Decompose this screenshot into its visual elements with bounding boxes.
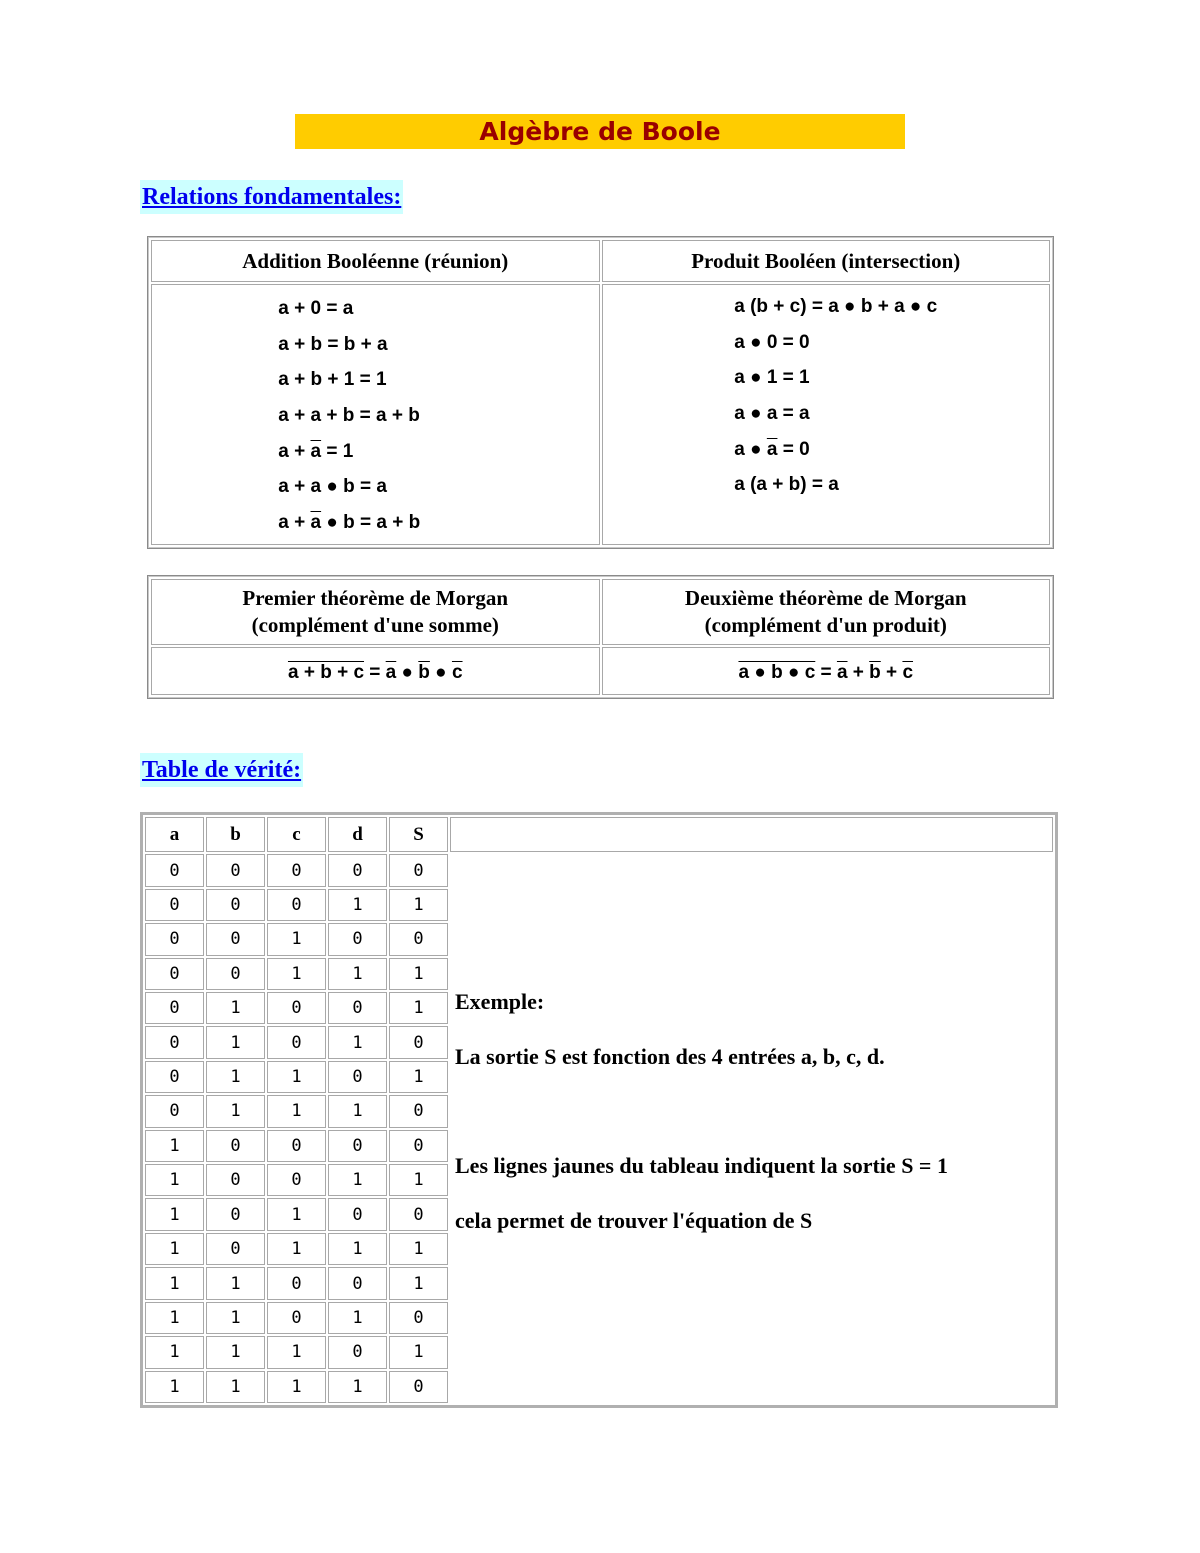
truth-table-cell: 0 — [206, 889, 265, 921]
truth-table-cell: 1 — [206, 1302, 265, 1334]
truth-table-cell: 1 — [267, 1198, 326, 1230]
addition-formula-term: a + 0 = a — [278, 298, 354, 319]
truth-table-cell: 0 — [389, 854, 448, 886]
truth-table-cell: 1 — [328, 1026, 387, 1058]
example-line1: La sortie S est fonction des 4 entrées a, b, c, d. — [455, 1044, 885, 1069]
relations-table — [148, 237, 1053, 548]
truth-table-cell: 1 — [328, 1371, 387, 1403]
produit-header: Produit Booléen (intersection) — [602, 240, 1051, 282]
produit-formulas-cell — [602, 284, 1051, 545]
morgan1-header — [151, 579, 600, 645]
morgan1-formula-negated-term: $\overline{b}$ — [418, 661, 430, 683]
truth-table-row — [145, 1302, 1053, 1334]
truth-table-cell: 1 — [328, 1302, 387, 1334]
truth-table-cell: 0 — [389, 923, 448, 955]
addition-formula — [278, 505, 420, 541]
produit-formula — [734, 325, 937, 361]
produit-formula-list — [734, 285, 937, 503]
produit-formula-negated-term: $\overline{a}$ — [766, 438, 778, 460]
truth-table-cell: 0 — [328, 1198, 387, 1230]
addition-formula — [278, 469, 420, 505]
produit-formula — [734, 396, 937, 432]
addition-formula — [278, 362, 420, 398]
truth-table-cell: 0 — [328, 1130, 387, 1162]
morgan1-formula-negated-term: $\overline{c}$ — [451, 661, 463, 683]
addition-formula-term: a + b + 1 = 1 — [278, 369, 387, 391]
truth-table-cell: 0 — [328, 992, 387, 1024]
addition-formula-term: a + a + b = a + b — [278, 405, 420, 427]
produit-formula-term: a ● — [734, 438, 767, 460]
truth-table-cell: 1 — [328, 1164, 387, 1196]
truth-table-cell: 0 — [389, 1371, 448, 1403]
truth-table-example-cell — [450, 817, 1053, 852]
truth-table-cell: 0 — [145, 1026, 204, 1058]
truth-table-cell: 1 — [206, 1061, 265, 1093]
produit-formula — [734, 360, 937, 396]
addition-formula-term: = 1 — [321, 440, 354, 462]
example-label: Exemple: — [455, 989, 545, 1014]
addition-header: Addition Booléenne (réunion) — [151, 240, 600, 282]
truth-table-row — [145, 1267, 1053, 1299]
truth-table-cell: 0 — [145, 854, 204, 886]
truth-table-cell: 1 — [206, 1026, 265, 1058]
truth-table-cell: 0 — [389, 1198, 448, 1230]
truth-table-cell: 1 — [389, 1164, 448, 1196]
truth-table-cell: 0 — [206, 958, 265, 990]
truth-table-cell: 0 — [267, 1130, 326, 1162]
example-text — [455, 988, 948, 1235]
truth-table-header-a: a — [145, 817, 204, 852]
morgan2-formula-term: + — [880, 661, 903, 683]
truth-table-cell: 0 — [267, 992, 326, 1024]
truth-table-header-s: S — [389, 817, 448, 852]
truth-table-cell: 0 — [267, 1026, 326, 1058]
produit-formula-term: a ● 0 = 0 — [734, 331, 810, 353]
truth-table-cell: 0 — [267, 1267, 326, 1299]
truth-table-cell: 1 — [267, 958, 326, 990]
truth-table-row — [145, 889, 1053, 921]
addition-formula — [278, 291, 420, 327]
truth-table-cell: 1 — [389, 992, 448, 1024]
morgan2-formula-term: = — [815, 661, 837, 683]
produit-formula — [734, 289, 937, 325]
truth-table-header-b: b — [206, 817, 265, 852]
truth-table-cell: 0 — [145, 1061, 204, 1093]
truth-table-cell: 1 — [206, 1336, 265, 1368]
truth-table-cell: 1 — [206, 1371, 265, 1403]
truth-table-cell: 0 — [328, 1336, 387, 1368]
truth-table-cell: 0 — [145, 958, 204, 990]
addition-formula-negated-term: $\overline{a}$ — [310, 440, 322, 462]
truth-table-cell: 1 — [145, 1164, 204, 1196]
section-heading-relations[interactable]: Relations fondamentales: — [140, 180, 403, 214]
morgan2-formula-cell — [602, 647, 1051, 695]
truth-table-cell: 0 — [206, 923, 265, 955]
morgan1-formula — [288, 662, 463, 683]
truth-table-cell: 0 — [206, 854, 265, 886]
truth-table-cell: 0 — [145, 992, 204, 1024]
addition-formula-term: a + — [278, 440, 311, 462]
morgan2-header-line1: Deuxième théorème de Morgan — [684, 586, 967, 610]
truth-table-cell: 0 — [145, 923, 204, 955]
truth-table-row — [145, 958, 1053, 990]
truth-table-row — [145, 1233, 1053, 1265]
truth-table-cell: 0 — [389, 1026, 448, 1058]
addition-formulas-cell — [151, 284, 600, 545]
truth-table-cell: 0 — [145, 1095, 204, 1127]
truth-table-cell: 0 — [206, 1233, 265, 1265]
truth-table-cell: 1 — [145, 1302, 204, 1334]
truth-table-cell: 1 — [328, 1233, 387, 1265]
truth-table-header-row — [145, 817, 1053, 852]
example-line3: cela permet de trouver l'équation de S — [455, 1208, 813, 1233]
truth-table-cell: 0 — [267, 1164, 326, 1196]
truth-table-cell: 0 — [267, 854, 326, 886]
truth-table-cell: 1 — [145, 1233, 204, 1265]
truth-table-cell: 1 — [145, 1371, 204, 1403]
truth-table-cell: 0 — [328, 1061, 387, 1093]
addition-formula-term: ● b = a + b — [321, 512, 421, 534]
morgan1-formula-negated-term: a + b + c — [287, 661, 365, 683]
morgan1-formula-term: = — [364, 661, 386, 683]
truth-table-cell: 0 — [267, 1302, 326, 1334]
section-heading-truth-table[interactable]: Table de vérité: — [140, 753, 303, 787]
produit-formula — [734, 432, 937, 468]
morgan1-formula-term: ● — [396, 661, 419, 683]
addition-formula — [278, 398, 420, 434]
truth-table-cell: 0 — [206, 1198, 265, 1230]
truth-table-cell: 1 — [328, 889, 387, 921]
addition-formula — [278, 434, 420, 470]
morgan-table — [148, 576, 1053, 698]
produit-formula-term: a ● a = a — [734, 403, 810, 425]
page-title: Algèbre de Boole — [479, 117, 721, 146]
morgan2-header-line2: (complément d'un produit) — [704, 613, 947, 637]
morgan2-formula-negated-term: $\overline{c}$ — [902, 661, 914, 683]
addition-formula-term: a + b = b + a — [278, 333, 388, 355]
truth-table-cell: 1 — [267, 1336, 326, 1368]
addition-formula — [278, 327, 420, 363]
produit-formula — [734, 467, 937, 503]
morgan2-header — [602, 579, 1051, 645]
truth-table-row — [145, 1371, 1053, 1403]
truth-table-cell: 1 — [328, 958, 387, 990]
truth-table-cell: 0 — [267, 889, 326, 921]
truth-table-cell: 0 — [206, 1130, 265, 1162]
truth-table-cell: 1 — [267, 923, 326, 955]
addition-formula-list — [278, 285, 420, 541]
truth-table-cell: 1 — [206, 1267, 265, 1299]
morgan1-header-line1: Premier théorème de Morgan — [242, 586, 509, 610]
addition-formula-term: a + a ● b = a — [278, 476, 387, 498]
example-line2: Les lignes jaunes du tableau indiquent la sortie S = 1 — [455, 1153, 948, 1178]
truth-table-cell: 1 — [267, 1371, 326, 1403]
morgan1-formula-negated-term: $\overline{a}$ — [385, 661, 397, 683]
truth-table-cell: 1 — [267, 1095, 326, 1127]
truth-table-cell: 0 — [328, 1267, 387, 1299]
truth-table-cell: 1 — [267, 1233, 326, 1265]
addition-formula-negated-term: $\overline{a}$ — [310, 512, 322, 534]
truth-table-cell: 1 — [267, 1061, 326, 1093]
truth-table-cell: 1 — [389, 1061, 448, 1093]
morgan1-formula-cell — [151, 647, 600, 695]
morgan2-formula-negated-term: $\overline{a}$ — [836, 661, 848, 683]
morgan1-formula-term: ● — [429, 661, 452, 683]
truth-table-cell: 0 — [389, 1095, 448, 1127]
truth-table-cell: 0 — [389, 1130, 448, 1162]
truth-table-cell: 1 — [389, 958, 448, 990]
truth-table-cell: 0 — [328, 854, 387, 886]
morgan1-header-line2: (complément d'une somme) — [251, 613, 499, 637]
truth-table-cell: 1 — [145, 1130, 204, 1162]
truth-table-header-d: d — [328, 817, 387, 852]
page-title-banner — [295, 114, 905, 149]
morgan2-formula — [738, 662, 913, 683]
truth-table-cell: 1 — [145, 1267, 204, 1299]
truth-table-cell: 1 — [145, 1198, 204, 1230]
truth-table-header-c: c — [267, 817, 326, 852]
truth-table-cell: 1 — [389, 1233, 448, 1265]
produit-formula-term: a (a + b) = a — [734, 474, 839, 496]
truth-table-row — [145, 854, 1053, 886]
addition-formula-term: a + — [278, 512, 311, 534]
truth-table-row — [145, 923, 1053, 955]
truth-table-cell: 1 — [328, 1095, 387, 1127]
truth-table-cell: 0 — [206, 1164, 265, 1196]
produit-formula-term: a (b + c) = a ● b + a ● c — [734, 296, 938, 317]
truth-table-cell: 0 — [328, 923, 387, 955]
truth-table-row — [145, 1336, 1053, 1368]
truth-table-cell: 1 — [206, 1095, 265, 1127]
truth-table-cell: 0 — [389, 1302, 448, 1334]
morgan2-formula-negated-term: $\overline{b}$ — [869, 661, 881, 683]
truth-table-cell: 1 — [145, 1336, 204, 1368]
morgan2-formula-term: + — [847, 661, 870, 683]
produit-formula-term: a ● 1 = 1 — [734, 367, 810, 389]
truth-table-cell: 0 — [145, 889, 204, 921]
truth-table-cell: 1 — [389, 889, 448, 921]
truth-table-cell: 1 — [206, 992, 265, 1024]
produit-formula-term: = 0 — [777, 438, 810, 460]
truth-table-cell: 1 — [389, 1336, 448, 1368]
truth-table-cell: 1 — [389, 1267, 448, 1299]
morgan2-formula-negated-term: a ● b ● c — [738, 661, 816, 683]
